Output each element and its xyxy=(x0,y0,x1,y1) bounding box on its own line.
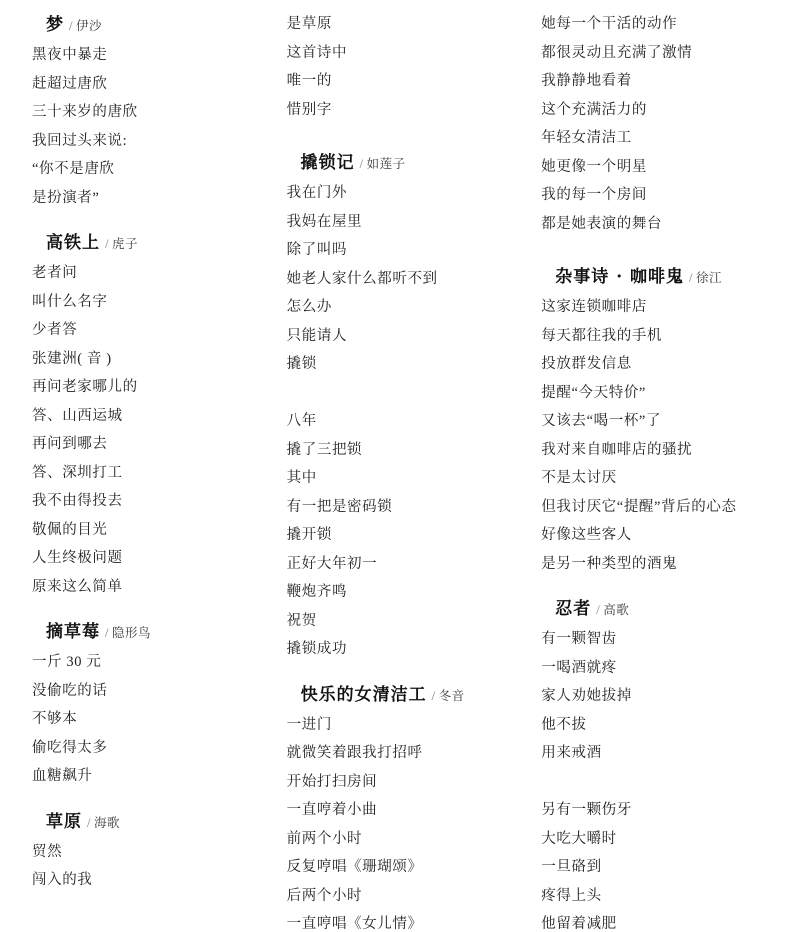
poem-line: 用来戒酒 xyxy=(541,745,602,761)
poem-body xyxy=(32,838,259,895)
poem-author xyxy=(360,154,406,172)
poem-author xyxy=(105,623,151,641)
poem-line: 原来这么简单 xyxy=(32,578,123,595)
poem-line: 再问老家哪儿的 xyxy=(32,379,138,395)
poem-body xyxy=(287,10,514,124)
poem-line: 每天都往我的手机 xyxy=(541,327,663,344)
poem-line: 一斤 30 元 xyxy=(32,654,102,670)
poem-line-blank xyxy=(287,379,514,408)
poem-block xyxy=(287,680,514,932)
block-spacer xyxy=(287,140,514,148)
author-separator: / xyxy=(105,237,109,251)
poem-line: 投放群发信息 xyxy=(541,356,632,372)
author-separator: / xyxy=(359,157,364,171)
poem-title: 梦 xyxy=(46,15,64,35)
column-2 xyxy=(273,10,528,932)
poem-line: 撬开锁 xyxy=(286,527,332,543)
poem-line: 反复哼唱《珊瑚颂》 xyxy=(286,859,423,875)
poem-line: 张建洲( 音 ) xyxy=(32,350,112,367)
poem-author xyxy=(596,600,629,618)
poem-line: 没偷吃的话 xyxy=(32,682,108,699)
poem-line: 有一把是密码锁 xyxy=(286,498,393,515)
poem-line: 我的每一个房间 xyxy=(541,187,647,203)
poem-line: 家人劝她拔掉 xyxy=(541,688,632,704)
poem-line: 正好大年初一 xyxy=(286,555,378,572)
poem-line: 鞭炮齐鸣 xyxy=(286,584,348,600)
poem-line: 一直哼唱《女儿情》 xyxy=(286,916,423,932)
poem-title: 草原 xyxy=(46,811,82,832)
poem-line: 八年 xyxy=(286,413,317,429)
poem-line: 老者问 xyxy=(32,265,78,281)
poem-line: 再问到哪去 xyxy=(32,436,108,452)
poem-line: 敬佩的目光 xyxy=(32,521,108,538)
poem-line: 他留着减肥 xyxy=(541,916,617,932)
poem-body xyxy=(32,259,259,601)
poem-line: 都是她表演的舞台 xyxy=(541,215,663,232)
poem-line: 另有一颗伤牙 xyxy=(541,802,632,818)
poem-line: 年轻女清洁工 xyxy=(541,130,632,146)
poem-body xyxy=(287,711,514,932)
poem-line: 这家连锁咖啡店 xyxy=(541,299,647,315)
author-name: 隐形鸟 xyxy=(111,626,151,640)
poem-line: 是草原 xyxy=(286,16,332,32)
poem-heading xyxy=(541,594,768,619)
poem-line: 撬锁 xyxy=(286,356,317,372)
author-name: 冬音 xyxy=(438,688,465,703)
poem-line-blank xyxy=(541,768,768,797)
author-separator: / xyxy=(431,688,436,703)
poem-block xyxy=(32,807,259,895)
poem-line: 又该去“喝一杯”了 xyxy=(541,413,662,429)
poem-line: 三十来岁的唐欣 xyxy=(32,104,138,120)
poem-line: 祝贺 xyxy=(286,612,317,629)
poem-block xyxy=(32,617,259,791)
poem-author xyxy=(689,268,722,286)
author-separator: / xyxy=(689,271,694,285)
poem-line: 是扮演者” xyxy=(32,189,100,206)
poem-line: 她每一个干活的动作 xyxy=(541,16,678,32)
poem-line: 血糖飙升 xyxy=(32,768,93,784)
author-name: 虎子 xyxy=(111,237,138,251)
poem-title: 摘草莓 xyxy=(46,622,100,642)
author-name: 高歌 xyxy=(603,603,630,617)
poem-line: 一旦硌到 xyxy=(541,859,602,875)
poem-line: 一喝酒就疼 xyxy=(541,659,617,676)
poem-line: 贸然 xyxy=(32,843,63,860)
poem-line: 这个充满活力的 xyxy=(541,101,647,118)
poem-block-continuation xyxy=(287,10,514,124)
poem-line: 我回过头来说: xyxy=(32,132,128,149)
poem-line: 少者答 xyxy=(32,322,78,338)
poem-title: 撬锁记 xyxy=(300,153,355,173)
poem-line: 唯一的 xyxy=(286,73,332,89)
poem-author xyxy=(87,813,120,831)
poem-line: 他不拔 xyxy=(541,716,587,733)
poem-line: 叫什么名字 xyxy=(32,293,108,310)
poem-line: “你不是唐欣 xyxy=(32,161,115,177)
poem-block xyxy=(541,254,768,578)
poem-line: 是另一种类型的酒鬼 xyxy=(541,555,678,572)
poem-line: 偷吃得太多 xyxy=(32,739,108,756)
poem-body xyxy=(32,41,259,212)
poem-line: 开始打扫房间 xyxy=(286,773,378,790)
poem-block-continuation xyxy=(541,10,768,238)
block-spacer xyxy=(541,254,768,262)
poem-line: 后两个小时 xyxy=(286,887,363,904)
author-name: 如莲子 xyxy=(366,157,406,171)
poem-block xyxy=(32,10,259,212)
poem-line: 好像这些客人 xyxy=(541,527,632,543)
author-separator: / xyxy=(105,626,109,640)
poem-title: 高铁上 xyxy=(46,233,100,253)
poem-line: 我妈在屋里 xyxy=(286,213,363,230)
poem-line: 一直哼着小曲 xyxy=(286,802,378,818)
poem-line: 不够本 xyxy=(32,711,78,727)
poem-line: 其中 xyxy=(286,470,317,486)
column-3 xyxy=(527,10,782,932)
poem-line: 这首诗中 xyxy=(286,44,348,61)
poem-heading xyxy=(541,262,768,287)
poem-line: 怎么办 xyxy=(286,299,332,315)
poem-author xyxy=(432,686,465,704)
poem-line: 疼得上头 xyxy=(541,887,602,904)
poem-line: 我在门外 xyxy=(286,185,348,201)
poem-line: 一进门 xyxy=(286,716,332,733)
poem-block xyxy=(287,140,514,664)
poem-heading xyxy=(32,10,259,35)
poem-line: 我不由得投去 xyxy=(32,493,123,509)
poem-line: 有一颗智齿 xyxy=(541,631,617,647)
poem-line: 前两个小时 xyxy=(286,830,363,847)
poem-body xyxy=(32,648,259,791)
poem-line: 不是太讨厌 xyxy=(541,470,617,486)
column-1 xyxy=(18,10,273,911)
poem-line: 大吃大嚼时 xyxy=(541,830,617,847)
columns-container xyxy=(18,10,782,932)
poem-line: 但我讨厌它“提醒”背后的心态 xyxy=(541,498,737,515)
poem-line: 闯入的我 xyxy=(32,872,93,888)
poem-body xyxy=(541,293,768,578)
poem-line: 惜别字 xyxy=(286,101,332,118)
poem-heading xyxy=(32,807,259,832)
poem-line: 都很灵动且充满了激情 xyxy=(541,44,693,61)
poem-line: 答、深圳打工 xyxy=(32,464,123,481)
poem-line: 人生终极问题 xyxy=(32,550,123,566)
poem-line: 撬了三把锁 xyxy=(286,441,363,458)
poem-line: 提醒“今天特价” xyxy=(541,384,646,401)
poem-line: 撬锁成功 xyxy=(286,641,348,657)
poem-line: 就微笑着跟我打招呼 xyxy=(286,745,423,761)
poem-title: 杂事诗 · 咖啡鬼 xyxy=(555,267,685,287)
poem-line: 我对来自咖啡店的骚扰 xyxy=(541,441,693,458)
poem-title: 忍者 xyxy=(555,599,592,619)
poem-body xyxy=(541,10,768,238)
poem-block xyxy=(541,594,768,932)
poem-line: 除了叫吗 xyxy=(286,242,348,258)
poem-line: 我静静地看着 xyxy=(541,73,632,89)
poem-line: 答、山西运城 xyxy=(32,407,123,424)
author-separator: / xyxy=(87,815,91,830)
poem-author xyxy=(105,234,138,252)
poem-line: 黑夜中暴走 xyxy=(32,47,108,63)
author-name: 徐江 xyxy=(696,271,723,285)
poem-line: 赶超过唐欣 xyxy=(32,75,108,92)
author-name: 伊沙 xyxy=(75,19,102,33)
poem-body xyxy=(541,625,768,932)
poem-heading xyxy=(32,617,259,642)
poem-heading xyxy=(32,228,259,253)
poem-line: 她老人家什么都听不到 xyxy=(286,270,438,287)
poem-author xyxy=(69,16,102,34)
poem-title: 快乐的女清洁工 xyxy=(300,684,427,705)
poem-line: 只能请人 xyxy=(286,327,348,344)
poem-heading xyxy=(287,148,514,173)
author-separator: / xyxy=(596,603,601,617)
poem-body xyxy=(287,179,514,664)
author-name: 海歌 xyxy=(93,815,120,830)
poem-block xyxy=(32,228,259,601)
poem-line: 她更像一个明星 xyxy=(541,158,647,175)
poem-heading xyxy=(287,680,514,705)
author-separator: / xyxy=(69,19,73,33)
